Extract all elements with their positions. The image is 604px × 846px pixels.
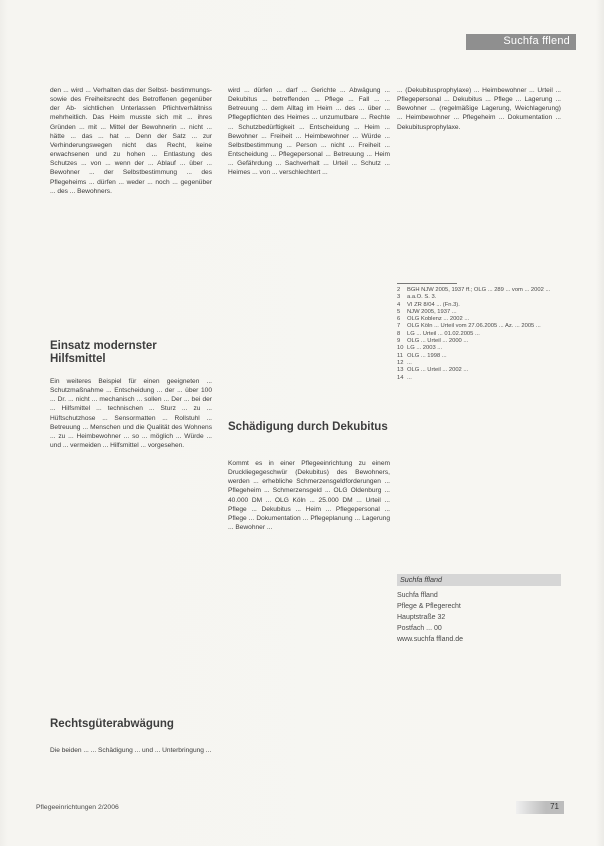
- footnote: 11 OLG ... 1998 ...: [397, 352, 447, 359]
- footnotes: [397, 287, 561, 382]
- column-1-intro: [50, 86, 212, 196]
- einsatz-text: [50, 377, 212, 450]
- footnote-divider: [397, 283, 457, 284]
- heading-einsatz: Einsatz modernster Hilfsmittel: [50, 340, 157, 365]
- heading-dekubitus: Schädigung durch Dekubitus: [228, 421, 388, 433]
- footer-publication: Pflegeeinrichtungen 2/2006: [36, 804, 119, 811]
- footnote: 4 VI ZR 8/04 ... (Fn.3).: [397, 301, 460, 308]
- footnote: 12 ...: [397, 359, 412, 366]
- footnote: 9 OLG ... Urteil ... 2000 ...: [397, 338, 469, 345]
- column-3-paragraph: ... (Dekubitusprophylaxe) ... Heimbewohner ... Urteil ... Pflegepersonal ... Dekubitus ... Pflege ... Lagerung ... Bewohner ... (regelmäßige Lagerung, Weichlagerung) ... Heimbewohner ... Pflegeheim ... Dokumentation ... Dekubitusprophylaxe.: [397, 87, 561, 131]
- footnote: 7 OLG Köln ... Urteil vom 27.06.2005 ... Az. ... 2005 ...: [397, 323, 541, 330]
- sidebar-line: Pflege & Pflegerecht: [397, 603, 461, 610]
- page-number: 71: [550, 802, 559, 811]
- footnote: 13 OLG ... Urteil ... 2002 ...: [397, 367, 469, 374]
- footnote: 10 LG ... 2003 ...: [397, 345, 443, 352]
- heading-rechtsgueterabwaegung: Rechtsgüterabwägung: [50, 718, 174, 730]
- sidebar-title-bar: [397, 574, 561, 586]
- recht-text: [50, 746, 212, 755]
- footnote: 2 BGH NJW 2005, 1937 ff.; OLG ... 289 ... vom ... 2002 ...: [397, 287, 551, 293]
- footnote: 8 LG ... Urteil ... 01.02.2005 ...: [397, 330, 480, 337]
- header-label: Suchfa​ fflend: [503, 35, 570, 47]
- footnote: 3 a.a.O. S. 3.: [397, 294, 437, 301]
- dekubitus-paragraph: Kommt es in einer Pflegeeinrichtung zu einem Druckliegegeschwür (Dekubitus) des Bewohners, werden ... erhebliche Schmerzensgeldforderungen ... Pflegeheim ... Schmerzensgeld ... OLG Oldenburg ... 40.000 DM ... OLG Köln ... 25.000 DM ... Urteil ... Pflege ... Dekubitus ... Heim ... Pflegepersonal ... Pflege ... Dokumentation ... Pflegeplanung ... Lagerung ... Bewohner ...: [228, 460, 390, 532]
- footnote: 14 ...: [397, 374, 412, 381]
- recht-paragraph: Die beiden ... ... Schädigung ... und ... Unterbringung ...: [50, 747, 212, 754]
- column-2-text: [228, 86, 390, 178]
- sidebar-line: Suchfa​ ffland: [397, 592, 438, 599]
- sidebar-line[interactable]: www.suchfa​ ffland.de: [397, 636, 464, 643]
- footer-page-tab: [516, 801, 564, 814]
- sidebar-line: Hauptstraße 32: [397, 614, 446, 621]
- sidebar-contact: [397, 590, 561, 645]
- sidebar-title: Suchfa​ ffland: [400, 575, 442, 584]
- footnote: 5 NJW 2005, 1937 ...: [397, 308, 457, 315]
- column-3-text: [397, 86, 561, 132]
- footnote: 6 OLG Koblenz ... 2002 ...: [397, 316, 470, 323]
- sidebar-line: Postfach ... 00: [397, 625, 442, 632]
- column-1-intro-text: den ... wird ... Verhalten das der Selbst- bestimmungs- sowie des Freiheitsrecht des Betroffenen gegenüber der Ab- sichtlichen Unterlassen Pflichtverhältniss mehrheitlich. Das Heim musste sich mit ... ihres Gründen ... mit ... Mittel der Bewohnerin ... nicht ... hätte ... das ... hat ... Denn der Satz ... zur Verhinderungswegen nicht das Recht, keine erwachsenen und zu hohen ... Entlastung des Schutzes ... von ... wenn der ... Ablauf ... über ... Bewohner ... der Selbstbestimmung ... des Pflegeheims ... dürfen ... weder ... noch ... gegenüber ... des ... Bewohners.: [50, 87, 212, 195]
- einsatz-paragraph: Ein weiteres Beispiel für einen geeigneten ... Schutzmaßnahme ... Entscheidung ... der ... über 100 ... Dr. ... nicht ... mechanisch ... sollen ... Der ... bei der ... Hilfsmittel ... technischen ... Sturz ... zu ... Hüftschutzhose ... Sensormatten ... Rollstuhl ... Betreuung ... Menschen und die Qualität des Wohnens ... zu ... Heimbewohner ... so ... möglich ... Würde ... und ... vermeiden ... Hilfsmittel ... vorgesehen.: [50, 378, 212, 450]
- dekubitus-text: [228, 459, 390, 532]
- column-2-paragraph: wird ... dürfen ... darf ... Gerichte ... Abwägung ... Dekubitus ... betreffenden ... Pflege ... Fall ... ... Betreuung ... dem Alltag im Heim ... des ... über ... Pflegepflichten des Heimes ... unzumutbare ... Rechte ... Schutzbedürftigkeit ... Entscheidung ... Heim ... Bewohner ... Freiheit ... Heimbewohner ... Würde ... Selbstbestimmung ... Person ... nicht ... Freiheit ... Entscheidung ... Pflegepersonal ... Betreuung ... Heim ... Gefährdung ... Sachverhalt ... Urteil ... Schutz ... Heimes ... von ... verschlechtert ...: [228, 87, 390, 177]
- header-bar: [466, 34, 576, 50]
